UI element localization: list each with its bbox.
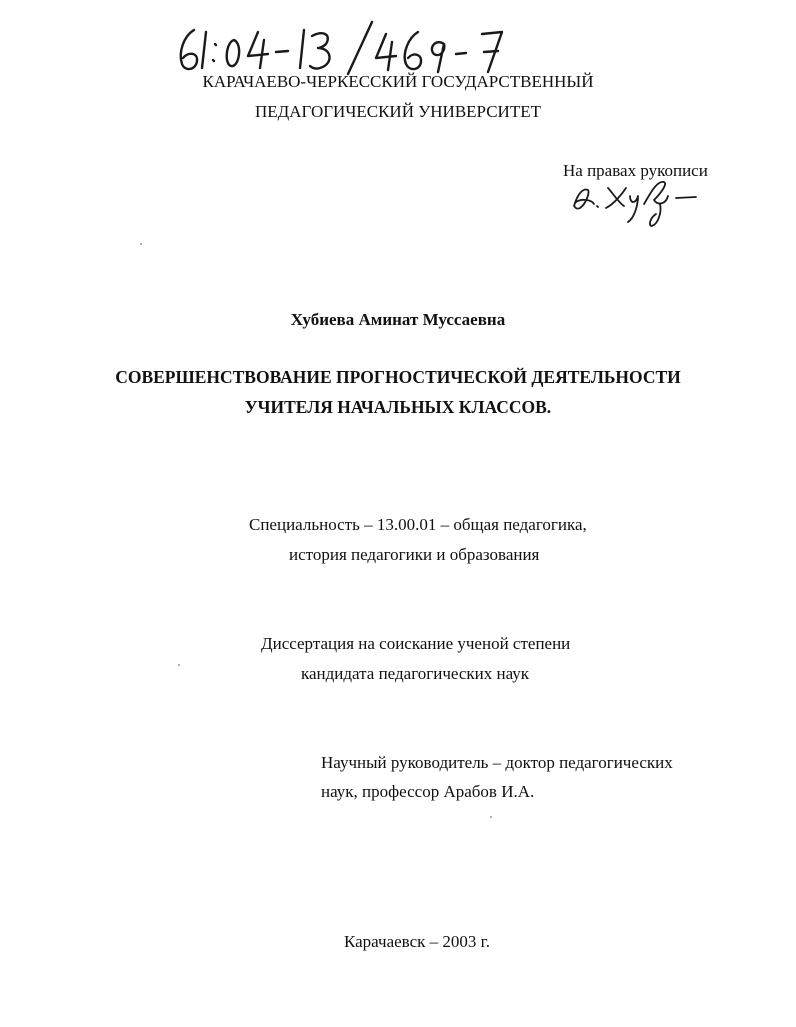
degree-line1: Диссертация на соискание ученой степени — [261, 634, 571, 653]
author-signature — [568, 170, 708, 230]
degree-line2: кандидата педагогических наук — [301, 664, 530, 683]
scan-speck — [490, 816, 492, 818]
dissertation-title-line1: СОВЕРШЕНСТВОВАНИЕ ПРОГНОСТИЧЕСКОЙ ДЕЯТЕЛЬНОСТИ — [115, 367, 681, 387]
institution-name-line1: КАРАЧАЕВО-ЧЕРКЕССКИЙ ГОСУДАРСТВЕННЫЙ — [202, 72, 594, 91]
supervisor-line1: Научный руководитель – доктор педагогических — [321, 753, 673, 772]
place-and-year: Карачаевск – 2003 г. — [344, 932, 490, 951]
scan-speck — [140, 243, 142, 245]
manuscript-rights-label: На правах рукописи — [563, 161, 708, 180]
dissertation-title-line2: УЧИТЕЛЯ НАЧАЛЬНЫХ КЛАССОВ. — [244, 397, 552, 417]
institution-name-line2: ПЕДАГОГИЧЕСКИЙ УНИВЕРСИТЕТ — [255, 102, 541, 121]
handwritten-archive-number — [172, 18, 517, 78]
author-name: Хубиева Аминат Муссаевна — [290, 310, 506, 329]
supervisor-line2: наук, профессор Арабов И.А. — [321, 782, 535, 801]
scan-speck — [178, 664, 180, 666]
specialty-line2: история педагогики и образования — [289, 545, 540, 564]
specialty-line1: Специальность – 13.00.01 – общая педагогика, — [249, 515, 587, 534]
